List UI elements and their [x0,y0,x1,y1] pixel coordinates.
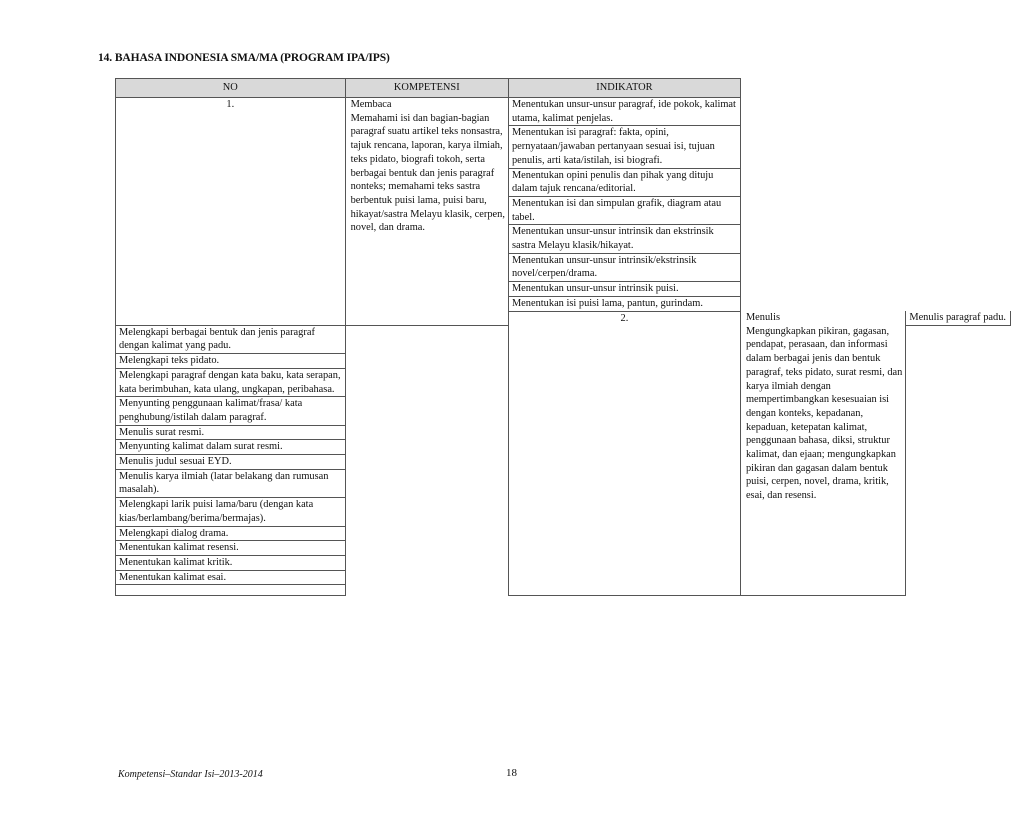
indikator-line: novel/cerpen/drama. [511,268,598,280]
indikator-cell [508,225,740,253]
indikator-line: Menulis karya ilmiah (latar belakang dan rumusan [119,470,329,482]
indikator-cell [508,98,740,126]
page-number: 18 [506,767,517,779]
indikator-line: Menentukan isi paragraf: fakta, opini, [511,127,669,139]
header-no: NO [116,79,346,98]
kompetensi-line: pendapat, perasaan, dan informasi [745,339,888,351]
indikator-line: Menentukan unsur-unsur intrinsik/ekstrinsik [511,254,697,266]
indikator-line: Menentukan opini penulis dan pihak yang dituju [511,169,714,181]
kompetensi-line: kepaduan, ketepatan kalimat, [745,421,868,433]
indikator-line: Menentukan unsur-unsur intrinsik puisi. [511,283,679,295]
row-number: 2. [508,311,740,596]
indikator-cell [116,455,346,470]
indikator-line: Menentukan kalimat kritik. [119,557,233,568]
indikator-line: Menentukan unsur-unsur paragraf, ide pokok, kalimat [511,99,736,110]
indikator-line: Melengkapi berbagai bentuk dan jenis paragraf [119,326,315,338]
kompetensi-line: Memahami isi dan bagian-bagian [350,112,490,124]
indikator-line: utama, kalimat penjelas. [511,112,613,124]
kompetensi-line: penggunaan bahasa, diksi, struktur [745,435,890,447]
kompetensi-line: karya ilmiah dengan [745,380,831,392]
kompetensi-line: esai, dan resensi. [745,490,817,502]
indikator-cell [508,126,740,168]
kompetensi-cell [345,98,508,326]
indikator-line: dengan kalimat yang padu. [119,340,231,352]
indikator-cell [116,469,346,497]
indikator-line: Menulis paragraf padu. [909,312,1006,324]
indikator-line: Menentukan isi puisi lama, pantun, gurindam. [511,297,703,309]
kompetensi-title: Membaca [350,99,392,110]
kompetensi-line: dengan konteks, kepadanan, [745,407,864,419]
indikator-line: penghubung/istilah dalam paragraf. [119,411,267,423]
kompetensi-line: Mengungkapkan pikiran, gagasan, [745,325,890,337]
indikator-cell [116,556,346,571]
kompetensi-line: puisi, cerpen, novel, drama, kritik, [745,476,889,488]
kompetensi-line: tajuk rencana, laporan, karya ilmiah, [350,140,503,152]
indikator-line: sastra Melayu klasik/hikayat. [511,240,634,252]
indikator-line: penulis, arti kata/istilah, isi biografi. [511,154,663,166]
indikator-line: Menentukan unsur-unsur intrinsik dan ekstrinsik [511,226,714,238]
kompetensi-line: dalam berbagai jenis dan bentuk [745,353,881,365]
kompetensi-line: kalimat, dan ejaan; mengungkapkan [745,449,896,461]
kompetensi-line: mempertimbangkan kesesuaian isi [745,394,890,406]
page-heading: 14. BAHASA INDONESIA SMA/MA (PROGRAM IPA/IPS) [98,52,390,64]
kompetensi-line: paragraf, teks pidato, surat resmi, dan [745,366,903,378]
indikator-cell [116,440,346,455]
indikator-line: Menentukan kalimat esai. [119,571,227,583]
indikator-line: masalah). [119,484,160,496]
table-body [116,98,1011,596]
indikator-cell [508,282,740,297]
indikator-cell [116,541,346,556]
indikator-line: tabel. [511,211,535,223]
indikator-line: Menyunting penggunaan kalimat/frasa/ kata [119,398,303,410]
header-kompetensi: KOMPETENSI [345,79,508,98]
indikator-cell [906,311,1011,325]
kompetensi-title: Menulis [745,312,780,324]
indikator-cell [116,570,346,585]
indikator-line: Menyunting kalimat dalam surat resmi. [119,441,283,453]
table-header-row [116,79,1011,98]
indikator-cell [116,498,346,526]
indikator-line: Melengkapi larik puisi lama/baru (dengan kata [119,499,314,511]
kompetensi-line: nonteks; memahami teks sastra [350,181,481,193]
indikator-cell [116,526,346,541]
header-indikator: INDIKATOR [508,79,740,98]
kompetensi-line: hikayat/sastra Melayu klasik, cerpen, [350,208,505,220]
indikator-cell [508,253,740,281]
spacer-cell [116,585,346,596]
footer-document-title: Kompetensi–Standar Isi–2013-2014 [118,769,263,780]
indikator-cell [116,368,346,396]
indikator-cell [508,168,740,196]
indikator-line: Melengkapi teks pidato. [119,355,220,367]
kompetensi-line: pikiran dan gagasan dalam bentuk [745,462,888,474]
indikator-line: Menentukan isi dan simpulan grafik, diagram atau [511,197,722,209]
indikator-line: Menulis judul sesuai EYD. [119,456,232,468]
kompetensi-cell [740,311,905,596]
kompetensi-line: teks pidato, biografi tokoh, serta [350,153,486,165]
indikator-cell [508,196,740,224]
indikator-cell [508,296,740,311]
table-row [116,98,1011,126]
indikator-line: pernyataan/jawaban pertanyaan sesuai isi, tujuan [511,141,715,153]
indikator-cell [116,425,346,440]
kompetensi-line: berbentuk puisi lama, puisi baru, [350,194,487,206]
indikator-line: Melengkapi paragraf dengan kata baku, kata serapan, [119,369,341,381]
kompetensi-line: paragraf suatu artikel teks nonsastra, [350,126,503,138]
indikator-cell [116,325,346,353]
kompetensi-line: berbagai bentuk dan jenis paragraf [350,167,495,179]
kompetensi-line: novel, dan drama. [350,222,426,234]
indikator-line: Melengkapi dialog drama. [119,527,229,539]
indikator-line: kias/berlambang/berima/bermajas). [119,512,266,524]
competency-table [115,78,1011,596]
indikator-line: dalam tajuk rencana/editorial. [511,183,636,195]
indikator-line: kata berimbuhan, kata ulang, ungkapan, peribahasa. [119,383,335,395]
indikator-line: Menentukan kalimat resensi. [119,542,239,554]
indikator-cell [116,354,346,369]
indikator-cell [116,397,346,425]
indikator-line: Menulis surat resmi. [119,426,205,438]
row-number: 1. [116,98,346,326]
